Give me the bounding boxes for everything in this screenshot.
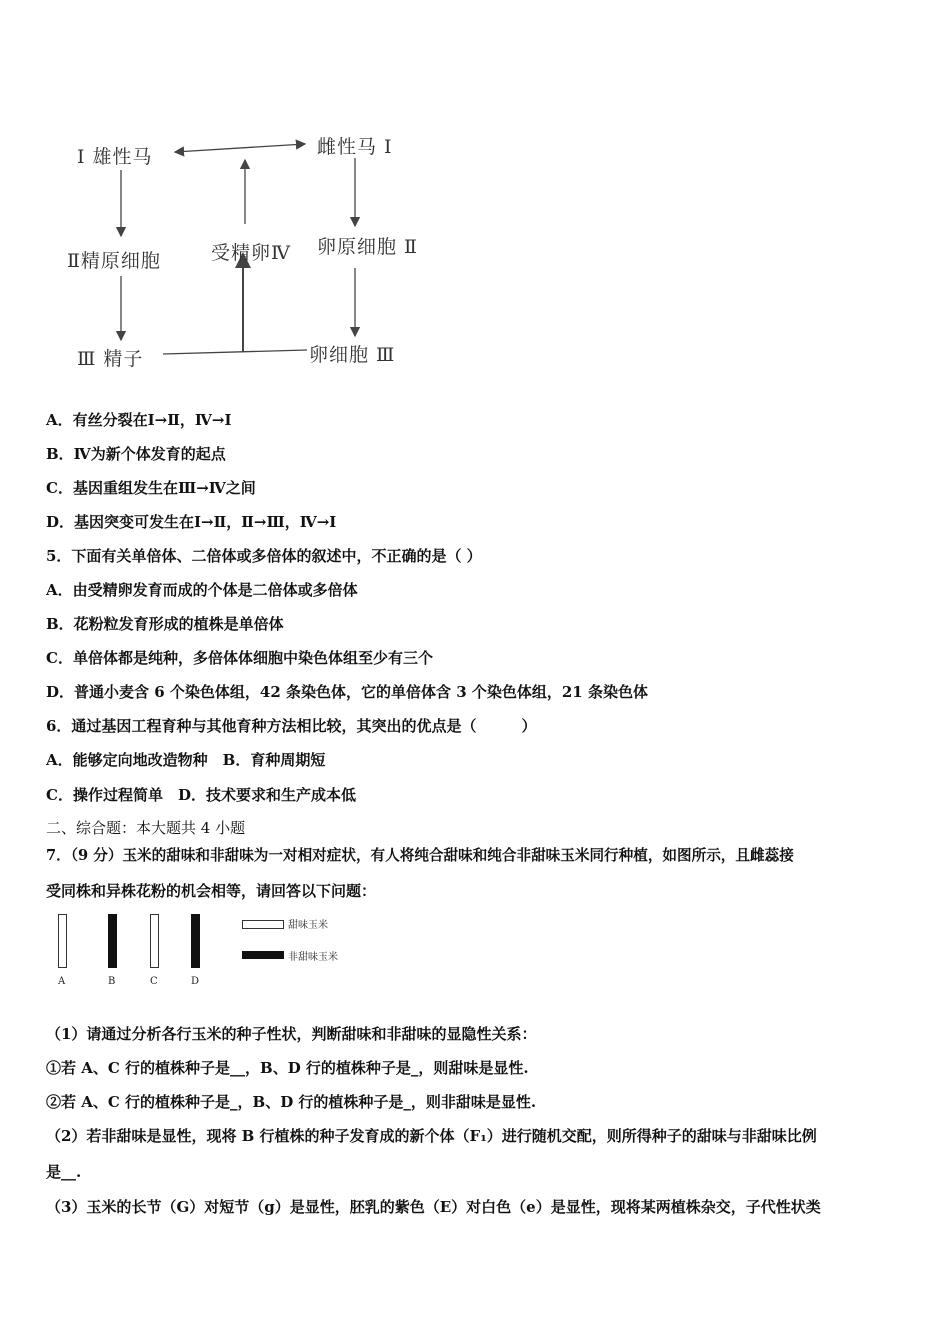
q4-option-c: C．基因重组发生在Ⅲ→Ⅳ之间 xyxy=(46,479,256,497)
q6-options-row1: A．能够定向地改造物种 B．育种周期短 xyxy=(46,751,326,769)
row-b-nonsweet xyxy=(108,914,117,968)
q4-option-a: A．有丝分裂在Ⅰ→Ⅱ，Ⅳ→Ⅰ xyxy=(46,411,232,429)
diagram-label-sperm: Ⅲ 精子 xyxy=(77,348,144,370)
q4-option-d: D．基因突变可发生在Ⅰ→Ⅱ，Ⅱ→Ⅲ，Ⅳ→Ⅰ xyxy=(46,513,337,531)
q5-stem: 5．下面有关单倍体、二倍体或多倍体的叙述中，不正确的是（ ） xyxy=(46,547,482,565)
row-a-sweet xyxy=(58,914,67,968)
q6-stem: 6．通过基因工程育种与其他育种方法相比较，其突出的优点是（ ） xyxy=(46,717,537,735)
diagram-label-spermatogonium: Ⅱ精原细胞 xyxy=(67,250,161,272)
diagram-label-male: Ⅰ 雄性马 xyxy=(77,146,153,168)
q5-option-b: B．花粉粒发育形成的植株是单倍体 xyxy=(46,615,284,633)
q7-part1: （1）请通过分析各行玉米的种子性状，判断甜味和非甜味的显隐性关系： xyxy=(46,1025,537,1043)
section-title: 二、综合题：本大题共 4 小题 xyxy=(46,819,246,837)
q7-part3: （3）玉米的长节（G）对短节（g）是显性，胚乳的紫色（E）对白色（e）是显性，现将某两植株杂交，子代性状类 xyxy=(46,1198,821,1216)
diagram-label-egg: 卵细胞 Ⅲ xyxy=(309,344,396,366)
reproduction-diagram xyxy=(55,118,445,383)
legend-nonsweet-label: 非甜味玉米 xyxy=(288,952,338,963)
legend-sweet-label: 甜味玉米 xyxy=(288,920,328,931)
legend-sweet-swatch xyxy=(242,920,284,929)
diagram-label-zygote: 受精卵Ⅳ xyxy=(211,242,291,264)
q7-part1-case1: ①若 A、C 行的植株种子是__，B、D 行的植株种子是_，则甜味是显性. xyxy=(46,1059,529,1077)
row-d-nonsweet xyxy=(191,914,200,968)
row-label-a: A xyxy=(58,976,66,987)
q5-option-c: C．单倍体都是纯种，多倍体体细胞中染色体组至少有三个 xyxy=(46,649,433,667)
diagram-label-female: 雌性马 Ⅰ xyxy=(317,136,393,158)
row-label-b: B xyxy=(108,976,116,987)
q7-part2-line1: （2）若非甜味是显性，现将 B 行植株的种子发育成的新个体（F₁）进行随机交配，则所得种子的甜味与非甜味比例 xyxy=(46,1127,817,1145)
q7-part1-case2: ②若 A、C 行的植株种子是_，B、D 行的植株种子是_，则非甜味是显性. xyxy=(46,1093,537,1111)
q7-stem-line2: 受同株和异株花粉的机会相等，请回答以下问题： xyxy=(46,882,377,900)
legend-nonsweet-swatch xyxy=(242,951,284,959)
row-label-d: D xyxy=(191,976,200,987)
q5-option-d: D．普通小麦含 6 个染色体组，42 条染色体，它的单倍体含 3 个染色体组，21 条染色体 xyxy=(46,683,648,701)
q6-options-row2: C．操作过程简单 D．技术要求和生产成本低 xyxy=(46,786,356,804)
q7-stem-line1: 7．（9 分）玉米的甜味和非甜味为一对相对症状，有人将纯合甜味和纯合非甜味玉米同行种植，如图所示，且雌蕊接 xyxy=(46,847,794,864)
q7-figure xyxy=(50,908,360,993)
q5-option-a: A．由受精卵发育而成的个体是二倍体或多倍体 xyxy=(46,581,358,599)
q7-part2-line2: 是__. xyxy=(46,1163,82,1181)
row-c-sweet xyxy=(150,914,159,968)
row-label-c: C xyxy=(150,976,158,987)
q4-option-b: B．Ⅳ为新个体发育的起点 xyxy=(46,445,226,463)
diagram-label-oogonium: 卵原细胞 Ⅱ xyxy=(317,236,418,258)
